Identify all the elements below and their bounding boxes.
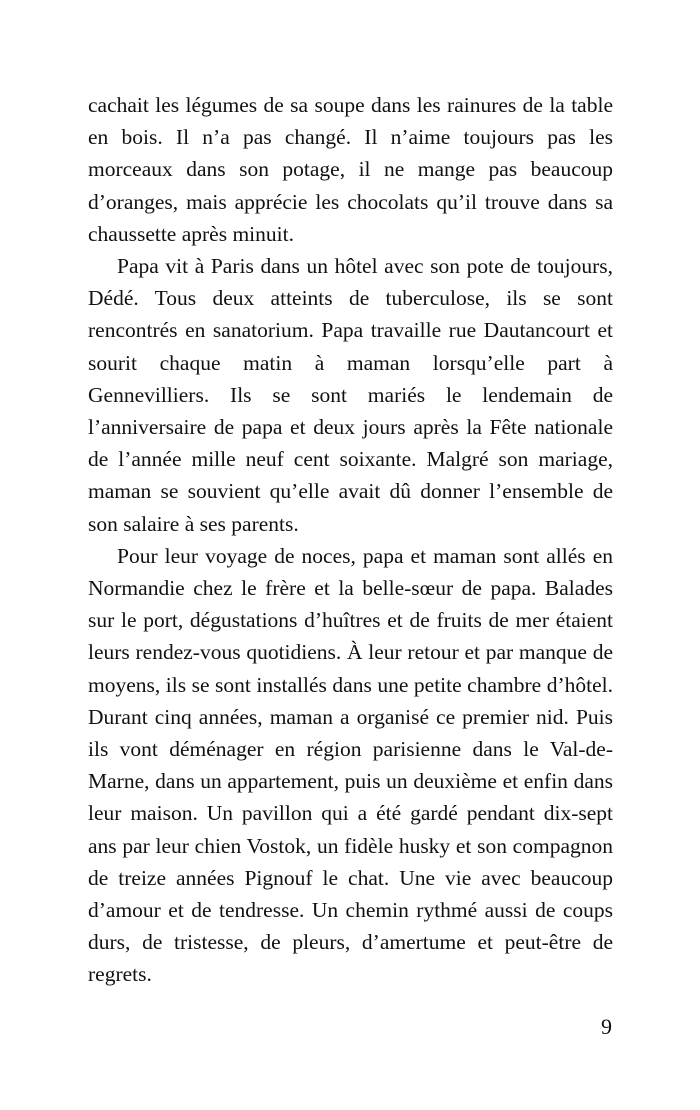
paragraph-2: Papa vit à Paris dans un hôtel avec son pote de toujours, Dédé. Tous deux atteints de tuberculose, ils se sont rencontrés en sanatorium. Papa travaille rue Dautancourt et sourit chaque matin à maman lorsqu’elle part à Gennevilliers. Ils se sont mariés le lendemain de l’anniversaire de papa et deux jours après la Fête nationale de l’année mille neuf cent soixante. Malgré son mariage, maman se souvient qu’elle avait dû donner l’ensemble de son salaire à ses parents. (88, 254, 613, 536)
paragraph-3: Pour leur voyage de noces, papa et maman sont allés en Normandie chez le frère et la belle-sœur de papa. Balades sur le port, dégustations d’huîtres et de fruits de mer étaient leurs rendez-vous quotidiens. À leur retour et par manque de moyens, ils se sont installés dans une petite chambre d’hôtel. Durant cinq années, maman a organisé ce premier nid. Puis ils vont déménager en région parisienne dans le Val-de-Marne, dans un appartement, puis un deuxième et enfin dans leur maison. Un pavillon qui a été gardé pendant dix-sept ans par leur chien Vostok, un fidèle husky et son compagnon de treize années Pignouf le chat. Une vie avec beaucoup d’amour et de tendresse. Un chemin rythmé aussi de coups durs, de tristesse, de pleurs, d’amertume et peut-être de regrets. (88, 543, 613, 987)
paragraph-1: cachait les légumes de sa soupe dans les rainures de la table en bois. Il n’a pas changé. Il n’aime toujours pas les morceaux dans son potage, il ne mange pas beaucoup d’oranges, mais apprécie les chocolats qu’il trouve dans sa chaussette après minuit. (88, 93, 613, 246)
body-text (88, 89, 613, 991)
page-number: 9 (601, 1014, 612, 1039)
